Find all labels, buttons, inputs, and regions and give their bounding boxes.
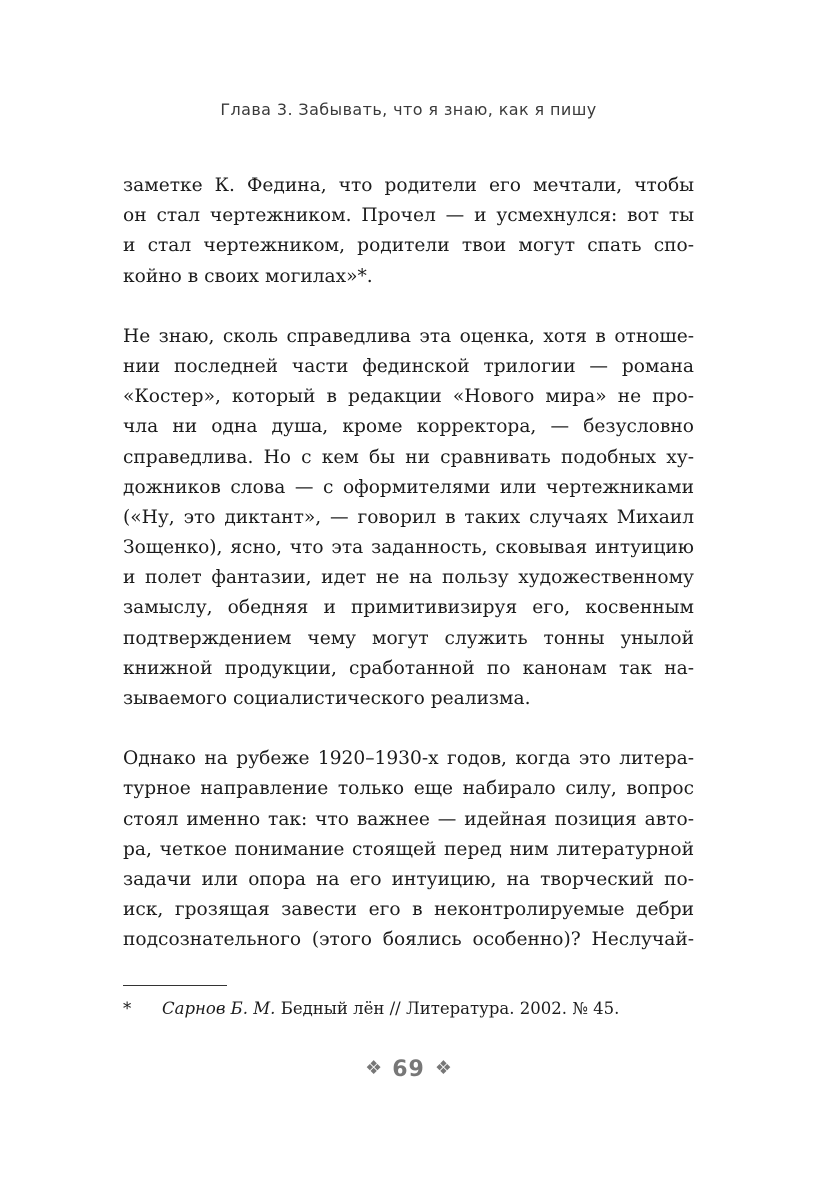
page-number: 69 xyxy=(392,1057,425,1082)
footnote-citation: Бедный лён // Литература. 2002. № 45. xyxy=(280,999,620,1018)
text-line: Зощенко), ясно, что эта заданность, сковывая интуицию xyxy=(123,537,694,559)
text-line: и стал чертежником, родители твои могут спать спо- xyxy=(123,235,694,257)
text-line: и полет фантазии, идет не на пользу художественному xyxy=(123,567,694,589)
text-line: («Ну, это диктант», — говорил в таких случаях Михаил xyxy=(123,506,694,528)
text-line: подтверждением чему могут служить тонны унылой xyxy=(123,627,694,649)
paragraph-gap xyxy=(123,714,694,744)
body-text xyxy=(123,171,694,956)
text-line: стоял именно так: что важнее — идейная позиция авто- xyxy=(123,808,694,830)
text-line: подсознательного (этого боялись особенно)? Неслучай- xyxy=(123,929,694,951)
page-folio xyxy=(0,1057,817,1082)
text-line: замыслу, обедняя и примитивизируя его, косвенным xyxy=(123,597,694,619)
text-line: иск, грозящая завести его в неконтролируемые дебри xyxy=(123,899,694,921)
text-line: он стал чертежником. Прочел — и усмехнулся: вот ты xyxy=(123,205,694,227)
footnote-rule xyxy=(123,985,227,986)
text-line: книжной продукции, сработанной по канонам так на- xyxy=(123,657,694,679)
paragraph-2 xyxy=(123,322,694,714)
text-line: чла ни одна душа, кроме корректора, — безусловно xyxy=(123,416,694,438)
text-line: нии последней части фединской трилогии — романа xyxy=(123,355,694,377)
footnote-author: Сарнов Б. М. xyxy=(162,999,276,1018)
text-line: заметке К. Федина, что родители его мечтали, чтобы xyxy=(123,175,694,196)
footnote xyxy=(123,997,694,1021)
running-head: Глава 3. Забывать, что я знаю, как я пишу xyxy=(220,100,597,119)
text-line: дожников слова — с оформителями или чертежниками xyxy=(123,476,694,498)
text-line: зываемого социалистического реализма. xyxy=(123,688,531,709)
paragraph-1 xyxy=(123,171,694,292)
text-line: койно в своих могилах»*. xyxy=(123,265,373,287)
footnote-mark: * xyxy=(123,999,132,1018)
paragraph-3 xyxy=(123,744,694,955)
text-line: справедлива. Но с кем бы ни сравнивать подобных ху- xyxy=(123,446,694,468)
paragraph-gap xyxy=(123,292,694,322)
ornament-right-icon: ❖ xyxy=(434,1057,452,1079)
text-line: Не знаю, сколь справедлива эта оценка, хотя в отноше- xyxy=(123,325,694,347)
text-line: задачи или опора на его интуицию, на творческий по- xyxy=(123,868,694,890)
ornament-left-icon: ❖ xyxy=(365,1057,383,1079)
text-line: «Костер», который в редакции «Нового мира» не про- xyxy=(123,386,694,408)
text-line: Однако на рубеже 1920–1930-х годов, когда это литера- xyxy=(123,748,694,770)
text-line: ра, четкое понимание стоящей перед ним литературной xyxy=(123,838,694,860)
text-line: турное направление только еще набирало силу, вопрос xyxy=(123,778,694,800)
